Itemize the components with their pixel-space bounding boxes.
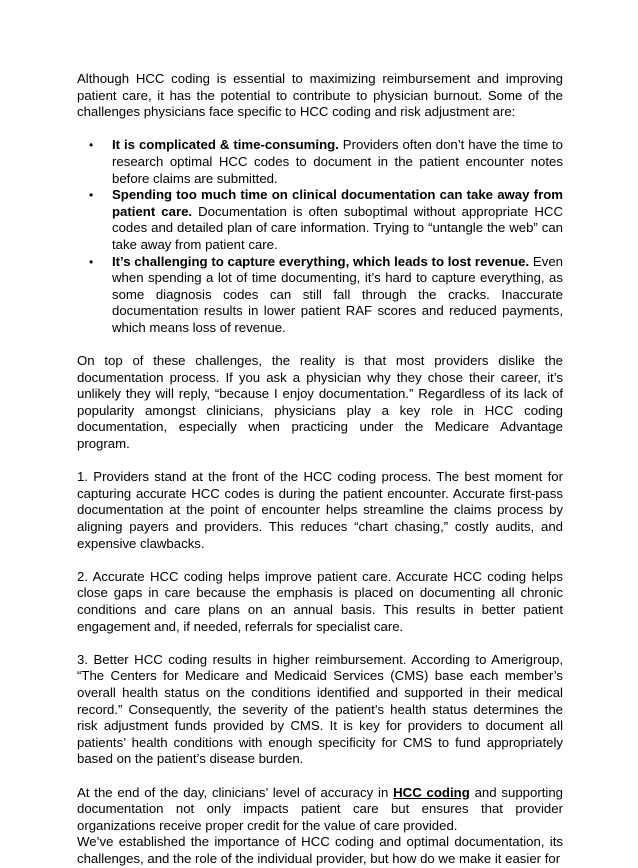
bullet-heading: It is complicated & time-consuming. [112, 137, 339, 153]
closing-text-before: At the end of the day, clinicians’ level of accuracy in [77, 784, 394, 800]
spacer [77, 453, 563, 470]
spacer [77, 337, 563, 354]
bullet-text: Even when spending a lot of time documenting, it’s hard to capture everything, as some diagnosis codes can still fall through the cracks. Inaccurate documentation results in lower patient RAF scores and reduced payments, which means loss of revenue. [112, 253, 563, 335]
list-item [77, 187, 563, 253]
list-item [77, 137, 563, 187]
hcc-coding-link[interactable]: HCC coding [393, 784, 470, 800]
bullet-icon: • [89, 254, 94, 269]
closing-text-after: and supporting documentation not only impacts patient care but ensures that provider organizations receive proper credit for the value of care provided. [77, 784, 563, 833]
spacer [77, 768, 563, 785]
bullet-icon: • [89, 188, 94, 203]
list-item [77, 254, 563, 337]
bullet-heading: Spending too much time on clinical documentation can take away from patient care. [112, 187, 563, 219]
bullet-text: Documentation is often suboptimal without appropriate HCC codes and detailed plan of care information. Trying to “untangle the web” can take away from patient care. [112, 203, 563, 252]
bullet-icon: • [89, 138, 94, 153]
spacer [77, 552, 563, 569]
point-1-paragraph: 1. Providers stand at the front of the HCC coding process. The best moment for capturing accurate HCC codes is during the patient encounter. Accurate first-pass documentation at the point of encounter helps streamline the claims process by aligning payers and providers. This reduces “chart chasing,” costly audits, and expensive clawbacks. [77, 469, 563, 551]
spacer [77, 121, 563, 138]
final-paragraph: We’ve established the importance of HCC coding and optimal documentation, its challenges, and the role of the individual provider, but how do we make it easier for [77, 834, 563, 866]
challenges-paragraph: On top of these challenges, the reality is that most providers dislike the documentation process. If you ask a physician why they chose their career, it’s unlikely they will reply, “because I enjoy documentation.” Regardless of its lack of popularity amongst clinicians, physicians play a key role in HCC coding documentation, especially when practicing under the Medicare Advantage program. [77, 353, 563, 452]
document-page [77, 71, 563, 868]
bullet-text: Providers often don’t have the time to research optimal HCC codes to document in the patient encounter notes before claims are submitted. [112, 137, 563, 186]
bullet-heading: It’s challenging to capture everything, which leads to lost revenue. [112, 253, 530, 269]
point-2-paragraph: 2. Accurate HCC coding helps improve patient care. Accurate HCC coding helps close gaps in care because the emphasis is placed on documenting all chronic conditions and care plans on an annual basis. This results in better patient engagement and, if needed, referrals for specialist care. [77, 568, 563, 634]
intro-paragraph: Although HCC coding is essential to maximizing reimbursement and improving patient care, it has the potential to contribute to physician burnout. Some of the challenges physicians face specific to HCC coding and risk adjustment are: [77, 71, 563, 120]
point-3-paragraph: 3. Better HCC coding results in higher reimbursement. According to Amerigroup, “The Centers for Medicare and Medicaid Services (CMS) base each member’s overall health status on the conditions identified and supported in their medical record.” Consequently, the severity of the patient’s health status determines the risk adjustment funds provided by CMS. It is key for providers to document all patients’ health conditions with enough specificity for CMS to fund appropriately based on the patient’s disease burden. [77, 651, 563, 767]
spacer [77, 635, 563, 652]
challenges-list [77, 137, 563, 336]
closing-paragraph [77, 785, 563, 835]
